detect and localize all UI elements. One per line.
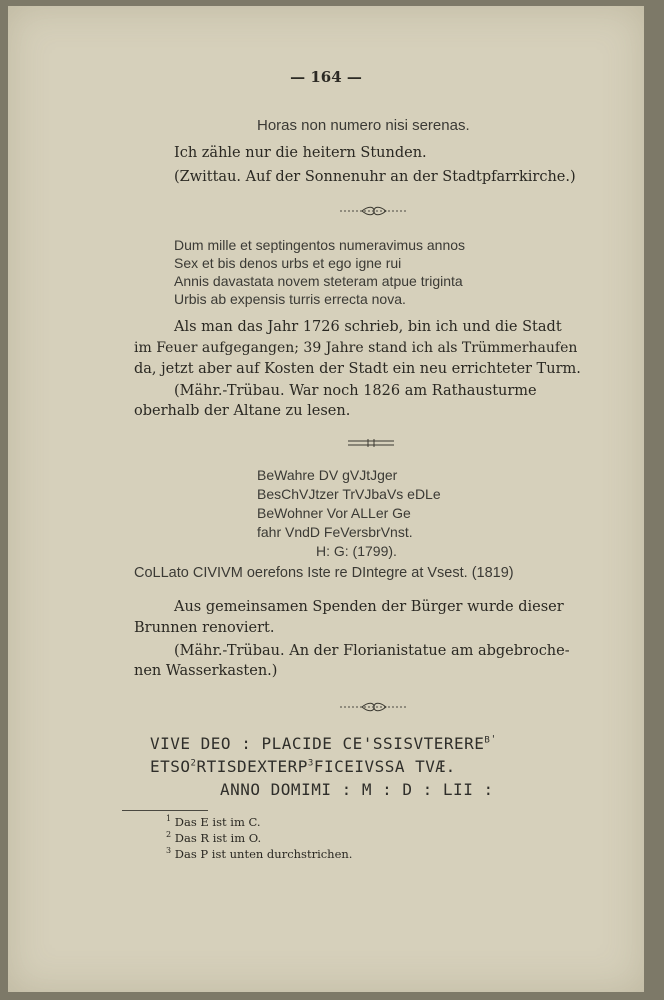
- chronogram-date: H: G: (1799).: [316, 543, 397, 559]
- motto1-german: Ich zähle nur die heitern Stunden.: [174, 145, 427, 161]
- chronogram-line-1: BeWahre DV gVJtJger: [257, 467, 398, 483]
- motto2-german-line-1: Als man das Jahr 1726 schrieb, bin ich und die Stadt: [174, 319, 562, 335]
- motto3-source-line-2: nen Wasserkasten.): [134, 663, 278, 679]
- inscription-line-2: ETSO$^2$RTISDEXTERP$^3$FICEIVSSA TVÆ.: [150, 757, 456, 776]
- motto2-source-line-2: oberhalb der Altane zu lesen.: [134, 403, 351, 419]
- inscription-line-1: VIVE DEO : PLACIDE $CE'SSISVTERERE^{B'}$: [150, 734, 497, 753]
- motto2-german-line-3: da, jetzt aber auf Kosten der Stadt ein neu errichteter Turm.: [134, 361, 581, 377]
- book-page: [8, 6, 644, 992]
- ornament-divider-2: [346, 438, 396, 448]
- footnote-2: $^2$ Das R ist im O.: [166, 830, 262, 845]
- ornament-divider-1: [338, 206, 410, 216]
- motto3-german-line-1: Aus gemeinsamen Spenden der Bürger wurde dieser: [174, 599, 564, 615]
- motto1-latin: Horas non numero nisi serenas.: [257, 117, 470, 134]
- motto2-german-line-2: im Feuer aufgegangen; 39 Jahre stand ich als Trümmerhaufen: [134, 340, 578, 356]
- motto2-latin-line-2: Sex et bis denos urbs et ego igne rui: [174, 255, 402, 271]
- page-number: — 164 —: [290, 68, 362, 86]
- motto1-source: (Zwittau. Auf der Sonnenuhr an der Stadtpfarrkirche.): [174, 169, 576, 185]
- footnote-3: $^3$ Das P ist unten durchstrichen.: [166, 846, 353, 861]
- inscription-line-3: ANNO DOMIMI : M : D : LII :: [220, 780, 494, 799]
- chronogram-line-4: fahr VndD FeVersbrVnst.: [257, 524, 413, 540]
- footnote-1: $^1$ Das E ist im C.: [166, 814, 261, 829]
- collato-line: CoLLato CIVIVM oerefons Iste re DIntegre at Vsest. (1819): [134, 565, 514, 581]
- motto2-latin-line-4: Urbis ab expensis turris errecta nova.: [174, 291, 406, 307]
- ornament-divider-3: [338, 702, 410, 712]
- motto2-latin-line-1: Dum mille et septingentos numeravimus annos: [174, 237, 466, 253]
- motto3-german-line-2: Brunnen renoviert.: [134, 620, 275, 636]
- motto2-latin-line-3: Annis davastata novem steteram atpue triginta: [174, 273, 463, 289]
- motto2-source-line-1: (Mähr.-Trübau. War noch 1826 am Rathausturme: [174, 383, 537, 399]
- motto3-source-line-1: (Mähr.-Trübau. An der Florianistatue am abgebroche-: [174, 643, 570, 659]
- chronogram-line-2: BesChVJtzer TrVJbaVs eDLe: [257, 486, 441, 502]
- footnote-rule: [122, 810, 208, 811]
- chronogram-line-3: BeWohner Vor ALLer Ge: [257, 505, 411, 521]
